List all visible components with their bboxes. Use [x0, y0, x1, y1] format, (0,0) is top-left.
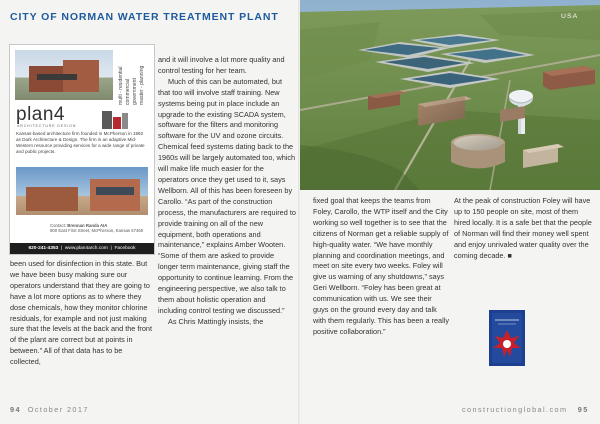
ad-office-photo [16, 167, 148, 215]
ad-contact-label: Contact: [50, 223, 67, 228]
oklahoma-emblem-icon [489, 310, 525, 366]
plan4-mark-icon [100, 109, 130, 131]
ad-building-photo [15, 50, 113, 100]
plan4-advertisement[interactable] [9, 44, 155, 255]
ad-phone: 620-241-4353 [28, 246, 59, 251]
ad-contact [50, 223, 150, 234]
page-number: 95 [577, 405, 589, 414]
column-4-text: At the peak of construction Foley will have up to 150 people on site, most of them hired locally. It is a safe bet that the people of Norman will find their money well spent and enjoy unrivaled water quality over the coming decade. ■ [454, 196, 592, 260]
article-column-4 [454, 196, 592, 261]
article-column-2 [158, 55, 296, 328]
ad-contact-bar: 620-241-4353 | www.plan4arch.com | Facebook [10, 243, 154, 254]
plan4-logo: plan4 [16, 104, 65, 125]
plan4-logo-subtitle: ARCHITECTURE DESIGN [17, 124, 77, 128]
page-number: 94 [10, 405, 21, 414]
article-column-1 [10, 259, 153, 368]
folio-left [10, 405, 89, 414]
country-tag: USA [561, 13, 579, 20]
right-page [300, 0, 600, 424]
ad-description: Kansas-based architecture firm founded in McPherson in 1992 as Dark Architecture & Design. The firm is an adaptive Mid-Western resource providing services for a wide range of private and public projects. [16, 131, 145, 155]
ad-service: commercial [125, 78, 131, 105]
ad-contact-name: Brennan Randa AIA [67, 223, 108, 228]
ad-service: government [132, 78, 138, 105]
ad-services-list [118, 50, 148, 105]
column-2-paragraph: Much of this can be automated, but that too will involve staff training. New systems being put in place include an upgrade to the existing SCADA system, software for the filters and monitoring software for the UV and ozone circuits. Chemical feed systems dating back to the 1960s will be largely automated too, which will make life much easier for the operators once they get used to it, says Wellborn. All of this has been foreseen by Carollo. “As part of the construction process, the manufacturers are required to provide training on all of the new equipment, both operations and maintenance,” explains Amber Wooten. “Some of them are asked to provide longer term maintenance, giving staff the opportunity to continue learning. From the engineering perspective, we also talk to them about holistic operation and including control testing we discussed.” [158, 76, 296, 315]
ad-website-link[interactable]: www.plan4arch.com [64, 246, 108, 251]
ad-service: multi - residential [118, 66, 124, 105]
water-treatment-plant-render [300, 0, 600, 190]
issue-date: October 2017 [27, 405, 89, 414]
section-title: CITY OF NORMAN WATER TREATMENT PLANT [10, 11, 279, 23]
article-column-3 [313, 196, 449, 338]
ad-contact-address: 900 East First Street, McPherson, Kansas 67460 [50, 228, 144, 234]
ad-service: master - planning [139, 65, 145, 105]
folio-right [462, 405, 589, 414]
ad-facebook-link[interactable]: Facebook [114, 246, 136, 251]
column-1-text: been used for disinfection in this state. But we have been busy making sure our operators understand that they are going to have a lot more options as to where they dose chemicals, how they monitor chlorine residuals, for example and not just making sure that the levels at the back and the front of the plant are correct but at points in between.” All of that data has to be collected, [10, 259, 152, 367]
website: constructionglobal.com [462, 405, 568, 414]
column-2-paragraph: As Chris Mattingly insists, the [168, 316, 264, 326]
column-3-text: fixed goal that keeps the teams from Foley, Carollo, the WTP itself and the City working so well together is to see that the citizens of Norman get a reliable supply of high-quality water. “We have monthly planning and coordination meetings, and meet on site every two weeks. Foley will give us warning of any shutdowns,” says Geri Wellborn. “Foley has been great at communication with us. We see their guys on the ground every day and talk with them regularly. This has been a really positive collaboration.” [313, 196, 450, 336]
column-2-paragraph: and it will involve a lot more quality and control testing for her team. [158, 55, 285, 75]
